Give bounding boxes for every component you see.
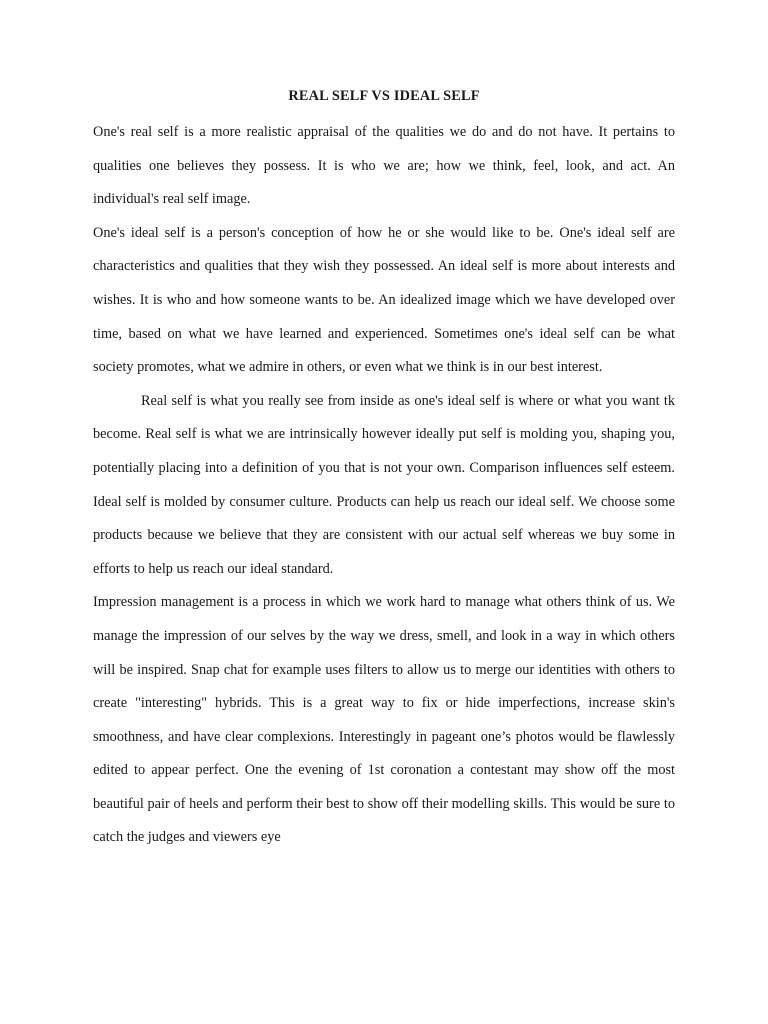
document-body <box>93 116 675 855</box>
document-title: REAL SELF VS IDEAL SELF <box>288 88 480 104</box>
paragraph-ideal-self: One's ideal self is a person's conception of how he or she would like to be. One's ideal self are characteristics and qualities that they wish they possessed. An ideal self is more about interests and wishes. It is who and how someone wants to be. An idealized image which we have developed over time, based on what we have learned and experienced. Sometimes one's ideal self can be what society promotes, what we admire in others, or even what we think is in our best interest. <box>93 224 675 376</box>
paragraph-comparison: Real self is what you really see from inside as one's ideal self is where or what you want tk become. Real self is what we are intrinsically however ideally put self is molding you, shaping you, potentially placing into a definition of you that is not your own. Comparison influences self esteem. Ideal self is molded by consumer culture. Products can help us reach our ideal self. We choose some products because we believe that they are consistent with our actual self whereas we buy some in efforts to help us reach our ideal standard. <box>93 392 675 577</box>
paragraph-real-self: One's real self is a more realistic appraisal of the qualities we do and do not have. It pertains to qualities one believes they possess. It is who we are; how we think, feel, look, and act. An individual's real self image. <box>93 124 675 208</box>
paragraph-impression-management: Impression management is a process in which we work hard to manage what others think of us. We manage the impression of our selves by the way we dress, smell, and look in a way in which others will be inspired. Snap chat for example uses filters to allow us to merge our identities with others to create "interesting" hybrids. This is a great way to fix or hide imperfections, increase skin's smoothness, and have clear complexions. Interestingly in pageant one’s photos would be flawlessly edited to appear perfect. One the evening of 1st coronation a contestant may show off the most beautiful pair of heels and perform their best to show off their modelling skills. This would be sure to catch the judges and viewers eye <box>93 594 675 846</box>
